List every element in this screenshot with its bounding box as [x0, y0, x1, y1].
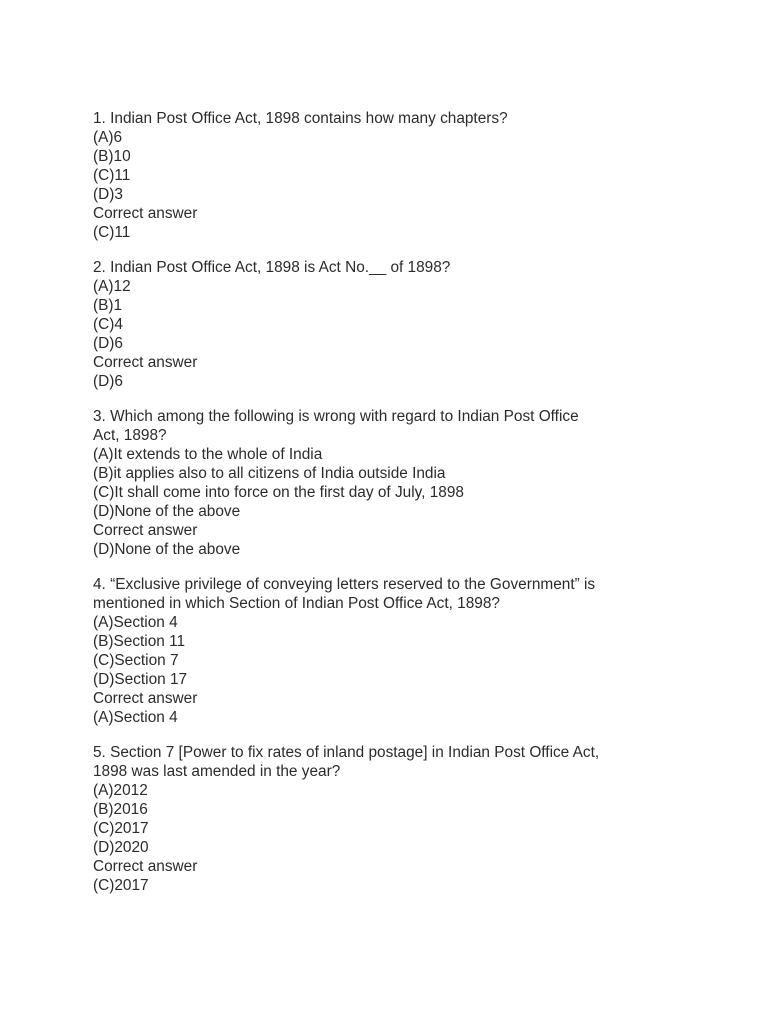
option-d: (D)6 [93, 335, 123, 352]
question-text-continued: 1898 was last amended in the year? [93, 763, 341, 780]
question-text-continued: Act, 1898? [93, 427, 167, 444]
document-page [93, 109, 713, 911]
option-c: (C)It shall come into force on the first day of July, 1898 [93, 484, 464, 501]
option-d: (D)None of the above [93, 503, 241, 520]
question-text: 2. Indian Post Office Act, 1898 is Act No.__ of 1898? [93, 259, 451, 276]
correct-answer-label: Correct answer [93, 522, 198, 539]
question-block-4 [93, 575, 713, 727]
option-a: (A)2012 [93, 782, 148, 799]
option-a: (A)12 [93, 278, 131, 295]
question-text: 1. Indian Post Office Act, 1898 contains how many chapters? [93, 110, 508, 127]
option-b: (B)2016 [93, 801, 148, 818]
option-b: (B)10 [93, 148, 131, 165]
correct-answer-value: (D)6 [93, 373, 123, 390]
option-c: (C)4 [93, 316, 123, 333]
option-d: (D)3 [93, 186, 123, 203]
question-text: 3. Which among the following is wrong with regard to Indian Post Office [93, 408, 579, 425]
option-d: (D)2020 [93, 839, 149, 856]
option-a: (A)6 [93, 129, 123, 146]
correct-answer-label: Correct answer [93, 354, 198, 371]
question-text: 5. Section 7 [Power to fix rates of inland postage] in Indian Post Office Act, [93, 744, 600, 761]
question-text: 4. “Exclusive privilege of conveying letters reserved to the Government” is [93, 576, 596, 593]
correct-answer-value: (A)Section 4 [93, 709, 178, 726]
option-d: (D)Section 17 [93, 671, 188, 688]
option-c: (C)11 [93, 167, 131, 184]
correct-answer-value: (D)None of the above [93, 541, 241, 558]
question-block-2 [93, 258, 713, 391]
option-b: (B)it applies also to all citizens of India outside India [93, 465, 446, 482]
correct-answer-label: Correct answer [93, 690, 198, 707]
option-b: (B)1 [93, 297, 123, 314]
option-a: (A)Section 4 [93, 614, 178, 631]
correct-answer-value: (C)2017 [93, 877, 149, 894]
question-block-1 [93, 109, 713, 242]
option-b: (B)Section 11 [93, 633, 186, 650]
option-c: (C)2017 [93, 820, 149, 837]
option-a: (A)It extends to the whole of India [93, 446, 323, 463]
question-text-continued: mentioned in which Section of Indian Post Office Act, 1898? [93, 595, 500, 612]
correct-answer-value: (C)11 [93, 224, 131, 241]
correct-answer-label: Correct answer [93, 205, 198, 222]
question-block-5 [93, 743, 713, 895]
question-block-3 [93, 407, 713, 559]
option-c: (C)Section 7 [93, 652, 179, 669]
correct-answer-label: Correct answer [93, 858, 198, 875]
